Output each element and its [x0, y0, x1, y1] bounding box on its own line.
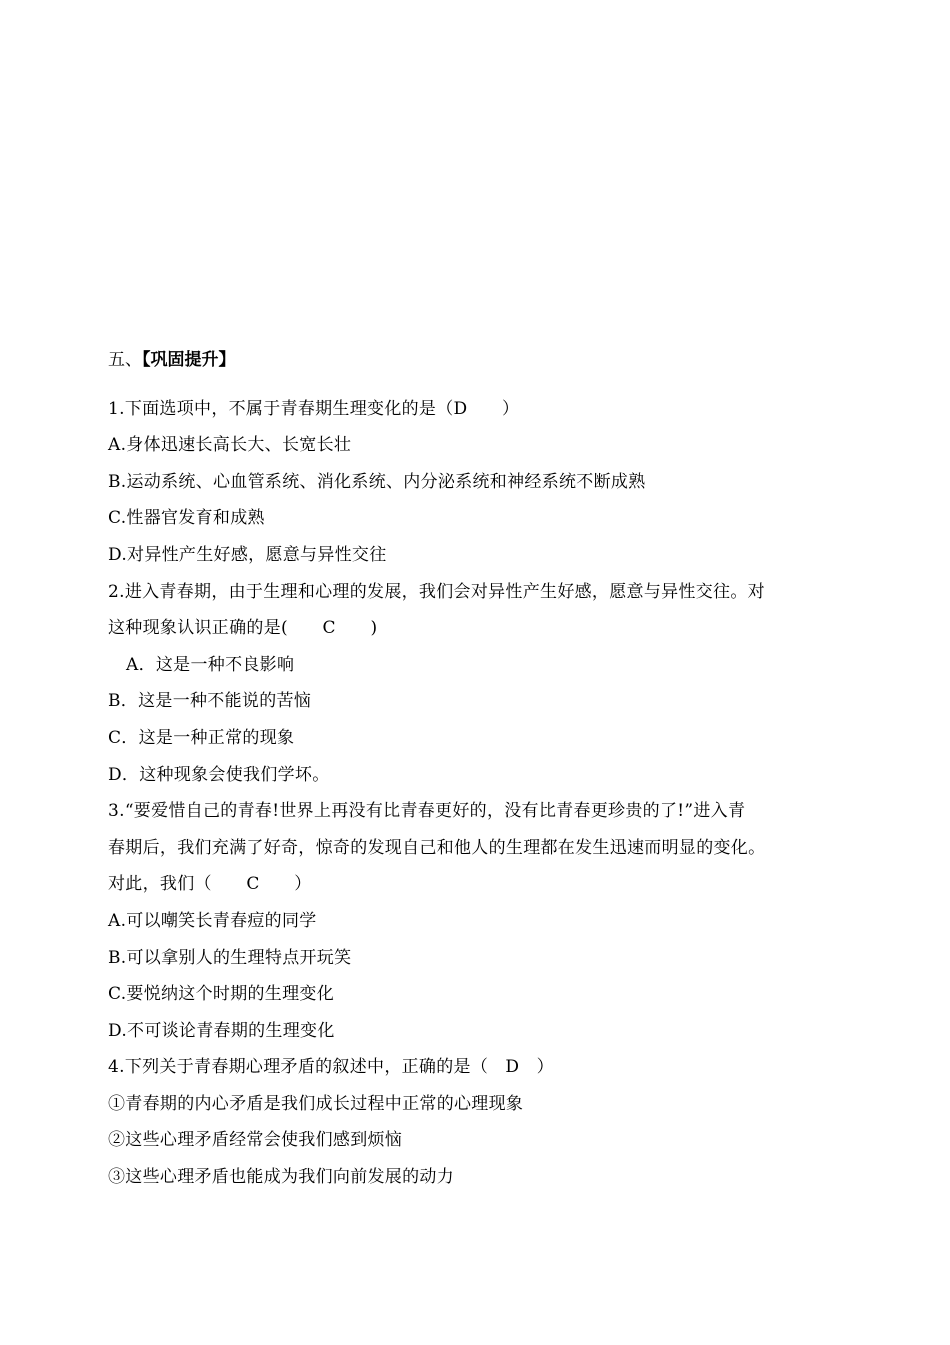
statement-1: ①青春期的内心矛盾是我们成长过程中正常的心理现象 — [108, 1093, 524, 1114]
option-a: A.身体迅速长高长大、长宽长壮 — [108, 435, 352, 456]
option-d: D.对异性产生好感，愿意与异性交往 — [108, 544, 387, 565]
question-stem-continued: 春期后，我们充满了好奇，惊奇的发现自己和他人的生理都在发生迅速而明显的变化。 — [108, 837, 766, 858]
question-1 — [108, 391, 858, 574]
option-b: B.可以拿别人的生理特点开玩笑 — [108, 947, 352, 968]
section-number: 五、 — [108, 350, 142, 370]
question-stem-continued: 对此，我们（ C ） — [108, 874, 312, 895]
question-4 — [108, 1049, 858, 1195]
question-stem: 1.下面选项中，不属于青春期生理变化的是（D ） — [108, 398, 520, 419]
option-d: D．这种现象会使我们学坏。 — [108, 764, 330, 785]
question-stem: 3.“要爱惜自己的青春!世界上再没有比青春更好的，没有比青春更珍贵的了!”进入青 — [108, 801, 746, 822]
question-stem-continued: 这种现象认识正确的是( C ) — [108, 618, 378, 639]
option-c: C.要悦纳这个时期的生理变化 — [108, 984, 335, 1005]
option-c: C.性器官发育和成熟 — [108, 508, 265, 529]
option-a: A.可以嘲笑长青春痘的同学 — [108, 910, 317, 931]
question-3 — [108, 793, 858, 1049]
section-heading — [108, 342, 858, 379]
question-2 — [108, 574, 858, 794]
option-c: C．这是一种正常的现象 — [108, 727, 295, 748]
option-b: B．这是一种不能说的苦恼 — [108, 691, 312, 712]
statement-3: ③这些心理矛盾也能成为我们向前发展的动力 — [108, 1167, 454, 1188]
statement-2: ②这些心理矛盾经常会使我们感到烦恼 — [108, 1130, 403, 1151]
question-stem: 2.进入青春期，由于生理和心理的发展，我们会对异性产生好感，愿意与异性交往。对 — [108, 581, 765, 602]
option-d: D.不可谈论青春期的生理变化 — [108, 1020, 335, 1041]
section-title: 【巩固提升】 — [142, 350, 236, 370]
question-stem: 4.下列关于青春期心理矛盾的叙述中，正确的是（ D ） — [108, 1057, 554, 1078]
option-b: B.运动系统、心血管系统、消化系统、内分泌系统和神经系统不断成熟 — [108, 471, 646, 492]
document-page — [108, 342, 858, 1196]
option-a: A．这是一种不良影响 — [126, 654, 295, 675]
